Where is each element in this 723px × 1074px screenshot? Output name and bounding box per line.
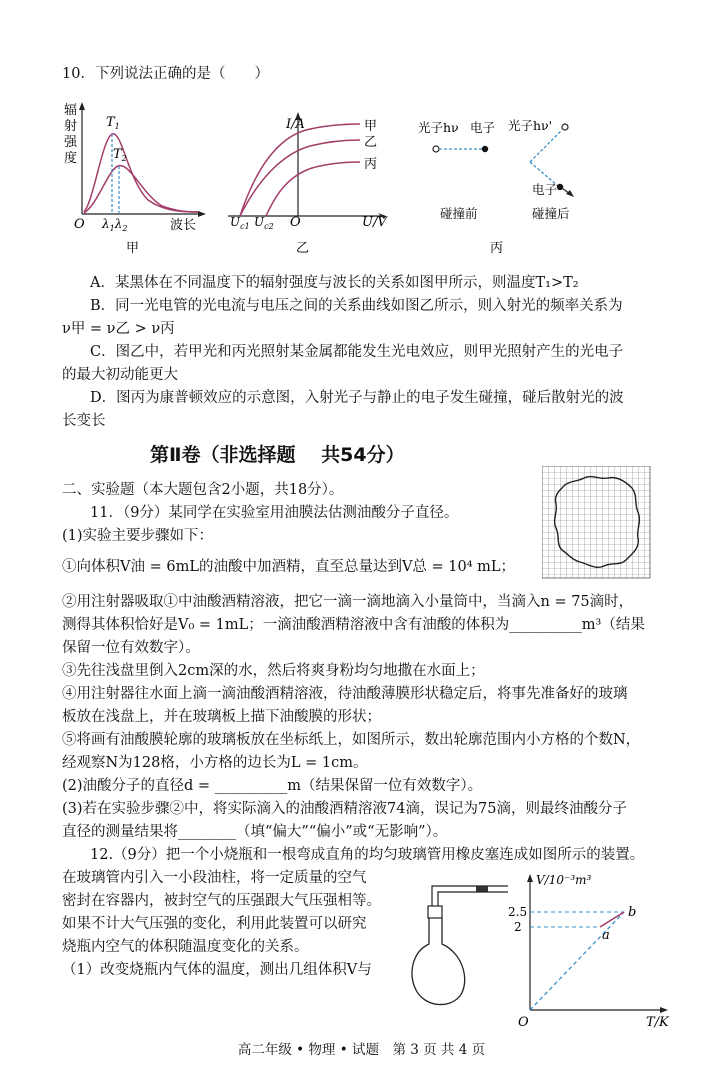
jia-t2: $T_2$	[113, 147, 127, 163]
q11-step5-b: 经观察N为128格，小方格的边长为L = 1cm。	[62, 755, 368, 771]
q11-stem: 11．（9分）某同学在实验室用油膜法估测油酸分子直径。	[90, 505, 459, 521]
yi-curve1-label: 甲	[364, 119, 378, 134]
curve-yi	[240, 140, 360, 216]
flask-body	[412, 918, 465, 1005]
q11-step2-b: 测得其体积恰好是V₀ = 1mL；一滴油酸酒精溶液中含有油酸的体积为__________m³（结果	[62, 617, 645, 633]
q10-option-d: D．图丙为康普顿效应的示意图，入射光子与静止的电子发生碰撞，碰后散射光的波	[90, 390, 624, 406]
q10-option-c-cont: 的最大初动能更大	[62, 367, 178, 383]
yi-uc2: $U_{c2}$	[254, 215, 274, 231]
bing-electron-before: 电子	[470, 120, 496, 135]
vt-point-b-label: b	[628, 905, 637, 920]
curve-t2	[84, 166, 198, 213]
yi-uc1: $U_{c1}$	[230, 215, 250, 231]
yi-curve2-label: 乙	[364, 135, 378, 150]
q10-option-c: C．图乙中，若甲光和丙光照射某金属都能发生光电效应，则甲光照射产生的光电子	[90, 344, 624, 360]
jia-lambda: $\lambda_1\lambda_2$	[102, 217, 128, 233]
q11-step4-b: 板放在浅盘上，并在玻璃板上描下油酸膜的形状；	[62, 709, 381, 725]
bing-electron-after: 电子	[532, 182, 558, 197]
yi-caption: 乙	[296, 241, 310, 256]
q12-line-e: 烧瓶内空气的体积随温度变化的关系。	[62, 939, 309, 955]
vt-origin: O	[518, 1015, 529, 1030]
oil-column	[476, 887, 488, 892]
jia-origin: O	[74, 217, 85, 232]
bing-after: 碰撞后	[532, 206, 570, 221]
q11-sub3-a: (3)若在实验步骤②中，将实际滴入的油酸酒精溶液74滴，误记为75滴，则最终油酸分子	[62, 801, 627, 817]
curve-bing	[266, 162, 360, 216]
flask-apparatus	[404, 878, 514, 1018]
figure-bing	[414, 112, 594, 260]
yi-x-label: U/V	[362, 215, 387, 230]
jia-x-label: 波长	[170, 218, 197, 233]
experiment-heading: 二、实验题（本大题包含2小题，共18分）。	[62, 482, 344, 498]
vt-x-label: T/K	[646, 1015, 669, 1030]
q11-step5-a: ⑤将画有油酸膜轮廓的玻璃板放在坐标纸上，如图所示，数出轮廓范围内小方格的个数N，	[62, 732, 641, 748]
jia-caption: 甲	[126, 241, 140, 256]
q10-option-b: B．同一光电管的光电流与电压之间的关系曲线如图乙所示，则入射光的频率关系为	[90, 298, 623, 314]
page-footer: 高二年级 • 物理 • 试题 第 3 页 共 4 页	[237, 1042, 486, 1058]
vt-y-label: V/10⁻³m³	[536, 873, 592, 887]
q11-step1: ①向体积V油 = 6mL的油酸中加酒精，直至总量达到V总 = 10⁴ mL；	[62, 559, 516, 575]
vt-tick-2: 2	[514, 920, 522, 934]
bing-before: 碰撞前	[440, 206, 478, 221]
jia-y-label-4: 度	[64, 151, 78, 166]
q11-sub3-b: 直径的测量结果将________（填“偏大”“偏小”或“无影响”）。	[62, 824, 448, 840]
figure-jia	[58, 100, 208, 260]
yi-origin: O	[290, 215, 301, 230]
yi-curve3-label: 丙	[364, 157, 378, 172]
jia-y-label-2: 射	[64, 119, 78, 134]
bing-caption: 丙	[490, 241, 504, 256]
jia-t1: $T_1$	[106, 115, 120, 131]
curve-jia	[240, 124, 360, 216]
section-title: 第Ⅱ卷（非选择题 共54分）	[150, 444, 405, 466]
q11-sub2: (2)油酸分子的直径d = __________m（结果保留一位有效数字）。	[62, 778, 483, 794]
q12-line-d: 如果不计大气压强的变化，利用此装置可以研究	[62, 916, 367, 932]
yi-y-label: I/A	[286, 117, 305, 132]
vt-point-a-label: a	[602, 928, 610, 943]
rubber-stopper	[428, 906, 442, 918]
curve-t1	[84, 134, 198, 212]
q11-step3: ③先往浅盘里倒入2cm深的水，然后将爽身粉均匀地撒在水面上；	[62, 663, 485, 679]
jia-y-label-3: 强	[64, 135, 78, 150]
q11-step2-a: ②用注射器吸取①中油酸酒精溶液，把它一滴一滴地滴入小量筒中，当滴入n = 75滴时，	[62, 594, 634, 610]
q12-stem: 12.（9分）把一个小烧瓶和一根弯成直角的均匀玻璃管用橡皮塞连成如图所示的装置。	[90, 847, 645, 863]
q10-option-b-cont: ν甲 = ν乙 > ν丙	[62, 321, 175, 337]
q12-line-b: 在玻璃管内引入一小段油柱，将一定质量的空气	[62, 870, 367, 886]
q10-option-d-cont: 长变长	[62, 413, 106, 429]
vt-tick-2-5: 2.5	[508, 905, 528, 919]
q12-line-f: （1）改变烧瓶内气体的温度，测出几组体积V与	[62, 962, 372, 978]
q10-option-a: A．某黑体在不同温度下的辐射强度与波长的关系如图甲所示，则温度T₁>T₂	[90, 275, 579, 291]
q11-step-intro: (1)实验主要步骤如下：	[62, 528, 214, 544]
jia-y-label-1: 辐	[64, 103, 78, 118]
q10-stem: 10．下列说法正确的是（ ）	[62, 66, 269, 82]
q12-line-c: 密封在容器内，被封空气的压强跟大气压强相等。	[62, 893, 381, 909]
q11-step2-c: 保留一位有效数字）。	[62, 640, 200, 656]
figure-yi	[226, 108, 396, 260]
bing-photon-after: 光子hν'	[508, 118, 553, 133]
vt-graph	[500, 870, 680, 1036]
bing-photon-before: 光子hν	[418, 120, 459, 135]
vt-segment-ab	[600, 912, 624, 927]
q11-step4-a: ④用注射器往水面上滴一滴油酸酒精溶液，待油酸薄膜形状稳定后，将事先准备好的玻璃	[62, 686, 628, 702]
oil-film-grid	[542, 466, 652, 580]
